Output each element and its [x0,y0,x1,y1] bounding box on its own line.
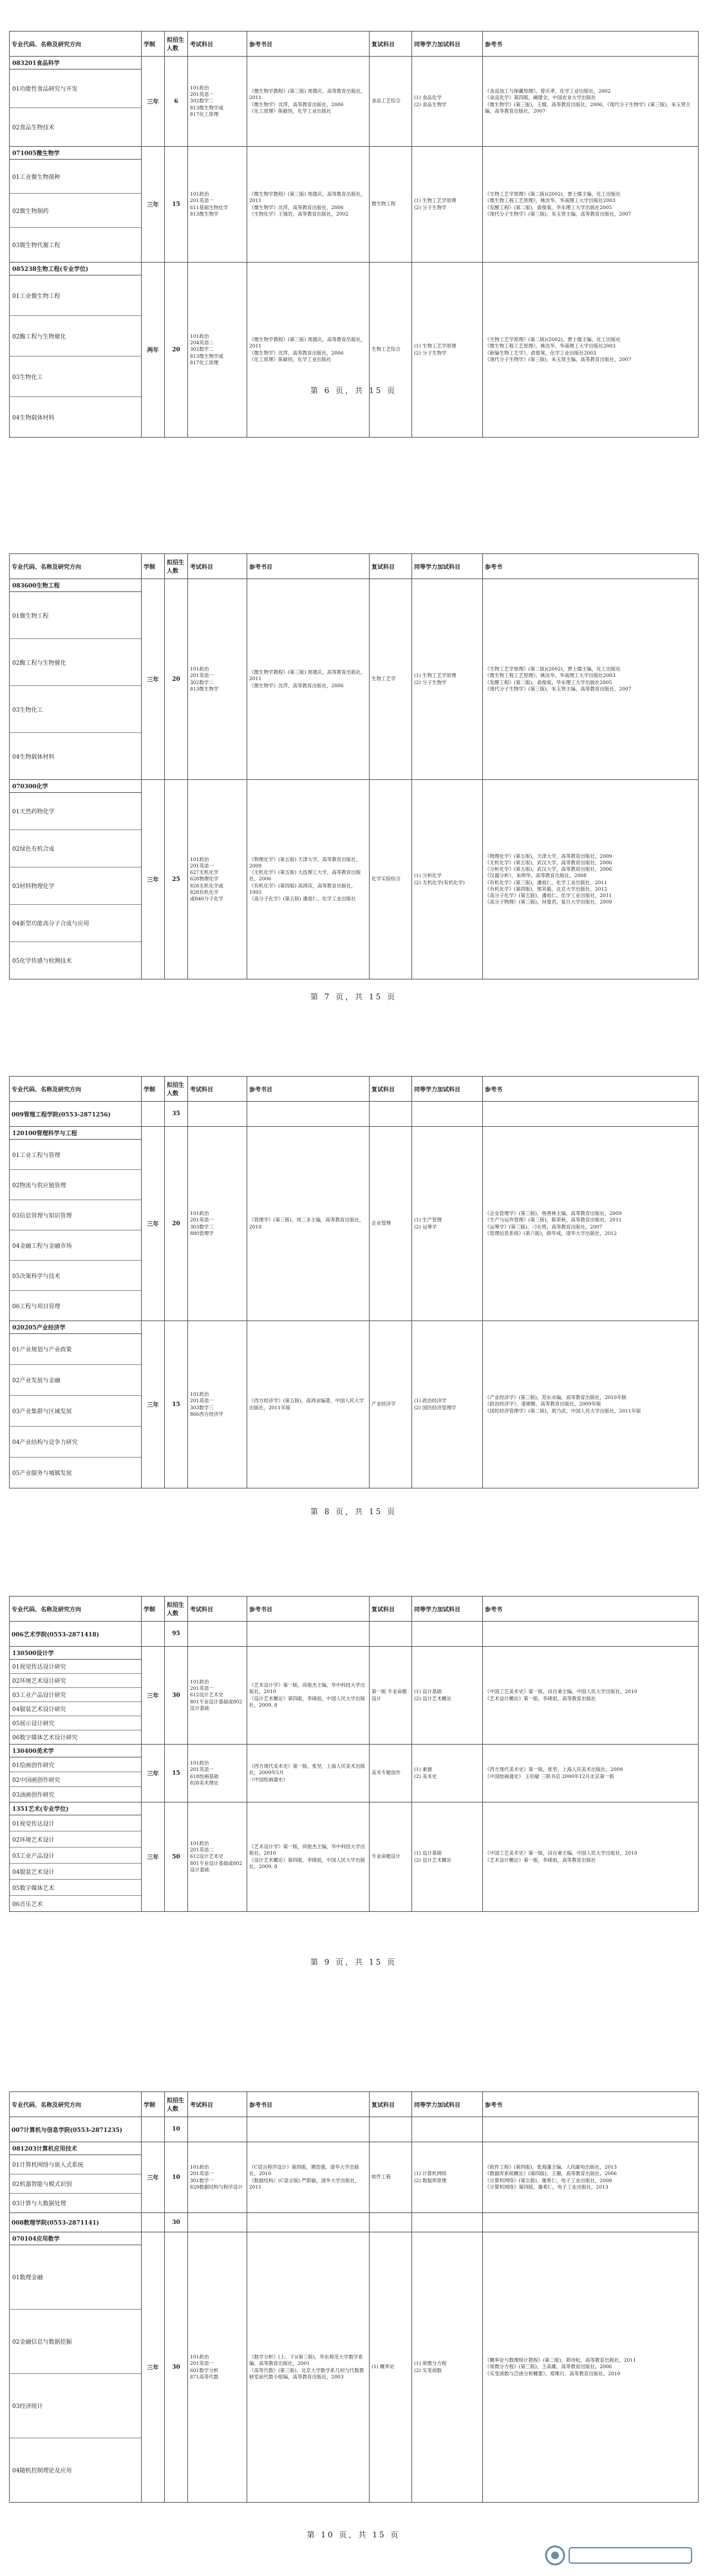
retest-subject: 微生物工程 [370,147,412,263]
column-header: 复试科目 [370,32,412,57]
enrollment-quota: 15 [165,1321,188,1488]
enrollment-quota: 15 [165,1745,188,1802]
research-direction: 03工业产品设计研究 [10,1688,141,1702]
column-header: 考试科目 [188,554,247,579]
research-direction: 03材料物理化学 [10,867,141,905]
reference-books: 《西方现代美术史》第一版，张坚，上海人民美术出版社，2009年5月 《中国绘画通史》 [247,1745,370,1802]
table-header-row [10,554,699,579]
reference-list: 《物理化学》(第五版)，天津大学，高等教育出版社，2009 《无机化学》(第五版)，武汉大学，高等教育出版社，2006 《分析化学》(第五版)，武汉大学，高等教育出版社，2006 《仪器分析》，朱明华，高等教育出版社，2008 《有机化学》(第三版)，潘祖仁，化学工业出版社，2011 《有机化学》(第四版)，邢其毅，北京大学出版社，2012 《高分子化学》(第五版)，潘祖仁，化学工业出版社，2011 《高分子物理》(第三版)，何曼君，复旦大学出版社，2009 [483,780,699,979]
reference-list: 《产业经济学》(第三版)，苏东水编，高等教育出版社，2010年版 《政治经济学》，逄锦聚，高等教育出版社，2009年版 《国民经济管理学》(第二版)，胡乃武，中国人民大学出版社，2011年版 [483,1321,699,1488]
empty-cell [412,2213,483,2232]
major-cell [10,1321,142,1488]
research-direction: 06音乐艺术 [12,1901,43,1908]
enrollment-quota: 10 [165,2142,188,2213]
column-header: 复试科目 [370,1597,412,1622]
column-header: 参考书 [483,1077,699,1102]
exam-subjects: 101政治 201英语一 302数学二 813微生物学或 817化工原理 [188,57,247,147]
admissions-table [9,1596,699,1912]
research-direction: 03产业集群与区域发展 [10,1396,141,1427]
table-header-row [10,1597,699,1622]
reference-books: 《数学分析》(上、下)(第三版)，华东师范大学数学系编，高等教育出版社，2001 《高等代数》(第三版)，北京大学数学系几何与代数教研室前代数小组编，高等教育出版社，2003 [247,2232,370,2503]
reference-list: 《食品加工与保藏原理》，曾庆孝，化学工业出版社，2002 《食品化学》第四版，阚建全，中国农业大学出版社 《微生物学》(第三版)，王嫂，高等教育出版社，2006，《现代分子生物学》(第三版)，朱玉贤主编，高等教育出版社，2007 [483,57,699,147]
empty-cell [188,1622,247,1647]
reference-books: 《微生物学教程》(第三版) 周德庆，高等教育出版社，2011 《微生物学》沈萍，高等教育出版社，2006 《生物化学》王镜岩，高等教育出版社，2002 [247,147,370,263]
research-direction: 04新型功能高分子合成与应用 [10,905,141,942]
equivalent-extra-subjects: (1) 生物工艺学原理 (2) 分子生物学 [412,147,483,263]
column-header: 参考书 [483,32,699,57]
empty-cell [412,1622,483,1647]
page-footer: 第 9 页，共 15 页 [310,1958,397,1967]
column-header: 学制 [142,1077,165,1102]
retest-subject: 第一版 专业命题设计 [370,1647,412,1745]
empty-cell [247,1102,370,1127]
major-cell [10,2142,142,2213]
reference-books: 《管理学》(第三版)，周三多主编，高等教育出版社，2010 [247,1127,370,1321]
major-name: 070104应用数学 [10,2232,141,2245]
table-header-row [10,2092,699,2117]
table-row [10,1745,699,1802]
research-direction: 04生物载体材料 [12,754,55,761]
major-cell [10,780,142,979]
research-direction: 03生物化工 [10,686,141,733]
reference-list: 《中国工艺美术史》第一版，田自秉主编，中国人民大学出版社，2010 《艺术设计概论》第一版，李砚祖，高等教育出版社 [483,1802,699,1912]
column-header: 拟招生 人数 [165,1077,188,1102]
research-direction: 01产业规划与产业政策 [10,1334,141,1365]
major-cell [10,2232,142,2503]
major-cell [10,263,142,438]
watermark-logo [541,2541,702,2570]
major-cell [10,1127,142,1321]
study-years: 三年 [142,579,165,780]
column-header: 拟招生 人数 [165,554,188,579]
research-direction: 04产业结构与竞争力研究 [10,1427,141,1458]
empty-cell [483,1102,699,1127]
major-name: 070300化学 [10,780,141,793]
empty-cell [188,2213,247,2232]
research-direction: 01视觉传达设计 [10,1815,141,1831]
research-direction: 03微生物代谢工程 [12,242,61,249]
column-header: 参考书目 [247,2092,370,2117]
enrollment-quota: 25 [165,780,188,979]
major-name: 083600生物工程 [10,579,141,592]
empty-cell [370,2117,412,2142]
enrollment-quota: 20 [165,579,188,780]
column-header: 参考书目 [247,554,370,579]
table-row [10,2213,699,2232]
research-direction: 04生物载体材料 [12,414,55,422]
exam-subjects: 101政治 201英语一 301数学一 829数据结构与程序设计 [188,2142,247,2213]
exam-subjects: 101政治 201英语一 303数学三 880管理学 [188,1127,247,1321]
research-direction: 04金融工程与金融市场 [10,1230,141,1261]
reference-list: 《生物工艺学原理》(第二版)(2002)，贾士儒主编，化工出版社 《微生物工程工艺原理》，姚汝华，华南理工大学出版社2003 《发酵工程》(第二版)，俞俊棠，华东理工大学出版社2005 《现代分子生物学》(第三版)，朱玉贤主编，高等教育出版社，2007 [483,579,699,780]
column-header: 同等学力加试科目 [412,2092,483,2117]
equivalent-extra-subjects: (1) 常微分方程 (2) 实变函数 [412,2232,483,2503]
major-name: 120100管理科学与工程 [10,1127,141,1140]
table-header-row [10,1077,699,1102]
admissions-table [9,553,699,979]
empty-cell [370,1622,412,1647]
enrollment-quota: 50 [165,1802,188,1912]
column-header: 学制 [142,2092,165,2117]
exam-subjects: 101政治 201英语一 627无机化学 628物理化学 828无机化学或 828有机化学 或840分子化学 [188,780,247,979]
research-direction: 01功能性食品研究与开发 [10,69,141,108]
reference-books: 《艺术设计学》第一版，尚俊杰主编，华中科技大学出版社，2010 《设计艺术概论》第四版，李砚祖，中国人民大学出版社，2009. 8 [247,1802,370,1912]
empty-cell [483,1622,699,1647]
column-header: 拟招生 人数 [165,2092,188,2117]
column-header: 拟招生 人数 [165,1597,188,1622]
empty-cell [483,2117,699,2142]
column-header: 参考书 [483,2092,699,2117]
column-header: 复试科目 [370,1077,412,1102]
page-footer: 第 8 页，共 15 页 [310,1507,397,1516]
column-header: 考试科目 [188,32,247,57]
exam-subjects: 101政治 204英语二 302数学二 813微生物学或 817化工原理 [188,263,247,438]
empty-cell [247,1622,370,1647]
research-direction: 05化学传感与检测技术 [12,958,72,965]
research-direction: 06工程与项目管理 [12,1303,61,1310]
reference-books: 《微生物学教程》(第三版) 周德庆，高等教育出版社，2011 《微生物学》沈萍，高等教育出版社，2006 《化工原理》陈敏恒，化学工业出版社 [247,263,370,438]
research-direction: 01微生物工程 [10,592,141,639]
column-header: 专业代码、名称及研究方向 [10,554,142,579]
school-quota: 10 [165,2117,188,2142]
school-row [10,1102,699,1127]
enrollment-quota: 15 [165,147,188,263]
study-years: 三年 [142,2232,165,2503]
research-direction: 02金融信息与数据挖掘 [10,2310,141,2374]
table-row [10,263,699,438]
column-header: 学制 [142,1597,165,1622]
enrollment-quota: 20 [165,263,188,438]
major-name: 130500设计学 [10,1647,141,1660]
major-name: 081203计算机应用技术 [10,2142,141,2155]
major-cell [10,1745,142,1802]
research-direction: 01绘画创作研究 [10,1757,141,1772]
exam-subjects: 101政治 201英语二 612设计艺术史 801专业设计基础或802设计基础 [188,1802,247,1912]
column-header: 同等学力加试科目 [412,554,483,579]
retest-subject: 专业命题设计 [370,1802,412,1912]
empty-cell [142,2213,165,2232]
major-name: 020205产业经济学 [10,1321,141,1334]
school-name: 006艺术学院(0553-2871418) [10,1622,142,1647]
study-years: 三年 [142,57,165,147]
major-name: 130400美术学 [10,1745,141,1757]
major-name: 1351艺术(专业学位) [10,1802,141,1815]
research-direction: 03油画创作研究 [12,1792,55,1799]
study-years: 三年 [142,1745,165,1802]
table-row [10,2142,699,2213]
table-row [10,1647,699,1745]
research-direction: 04随机控制理论及应用 [12,2468,72,2474]
reference-list: 《生物工艺学原理》(第二版)(2002)，贾士儒主编，化工出版社 《微生物工程工艺原理》，姚汝华，华南理工大学出版社2003 《发酵工程》(第二版)，俞俊棠，华东理工大学出版社2005 《现代分子生物学》(第三版)，朱玉贤主编，高等教育出版社，2007 [483,147,699,263]
exam-subjects: 101政治 201英语一 612设计艺术史 801专业设计基础或802设计基础 [188,1647,247,1745]
column-header: 考试科目 [188,1597,247,1622]
column-header: 参考书目 [247,32,370,57]
school-name: 009管理工程学院(0553-2871256) [10,1102,142,1127]
research-direction: 03信息管理与知识管理 [10,1200,141,1230]
page-footer: 第 6 页，共 15 页 [310,386,397,395]
equivalent-extra-subjects: (1) 设计基础 (2) 设计艺术概论 [412,1647,483,1745]
research-direction: 01计算机网络与嵌入式系统 [10,2155,141,2174]
empty-cell [142,2117,165,2142]
page-footer: 第 7 页，共 15 页 [310,992,397,1001]
reference-books: 《C语言程序设计》第四版，谭浩强，清华大学出版社，2010 《数据结构》(C语言版) 严蔚敏，清华大学出版社，2011 [247,2142,370,2213]
research-direction: 03计算与大数据处理 [12,2201,66,2207]
enrollment-quota: 6 [165,57,188,147]
study-years: 三年 [142,147,165,263]
research-direction: 01数理金融 [10,2245,141,2310]
research-direction: 03生物化工 [10,357,141,397]
enrollment-quota: 30 [165,2232,188,2503]
study-years: 三年 [142,1321,165,1488]
equivalent-extra-subjects: (1) 计算机网络 (2) 数据库原理 [412,2142,483,2213]
column-header: 参考书 [483,1597,699,1622]
study-years: 三年 [142,780,165,979]
table-row [10,1321,699,1488]
table-row [10,780,699,979]
research-direction: 01工业工程与管理 [10,1140,141,1170]
empty-cell [142,1622,165,1647]
column-header: 复试科目 [370,2092,412,2117]
study-years: 三年 [142,1127,165,1321]
major-name: 083201食品科学 [10,57,141,69]
column-header: 参考书 [483,554,699,579]
research-direction: 04服装艺术设计 [10,1864,141,1880]
research-direction: 01视觉传达设计研究 [10,1660,141,1674]
empty-cell [247,2213,370,2232]
study-years: 三年 [142,1647,165,1745]
equivalent-extra-subjects: (1) 食品化学 (2) 食品生物学 [412,57,483,147]
exam-subjects: 101政治 201英语一 601数学分析 871高等代数 [188,2232,247,2503]
empty-cell [370,1102,412,1127]
exam-subjects: 101政治 201英语一 618绘画基础 828美术理论 [188,1745,247,1802]
study-years: 两年 [142,263,165,438]
research-direction: 03工业产品设计 [10,1848,141,1864]
retest-subject: 美术专题创作 [370,1745,412,1802]
research-direction: 02食品生物技术 [12,125,55,131]
table-row [10,1127,699,1321]
research-direction: 02环境艺术设计 [10,1831,141,1848]
reference-list: 《中国工艺美术史》第一版，田自秉主编，中国人民大学出版社，2010 《艺术设计概论》第一版，李砚祖，高等教育出版社 [483,1647,699,1745]
exam-subjects: 101政治 201英语一 303数学三 866西方经济学 [188,1321,247,1488]
reference-books: 《微生物学教程》(第三版) 周德庆，高等教育出版社，2011 《微生物学》沈萍，高等教育出版社，2006 [247,579,370,780]
research-direction: 05产业服务与城镇发展 [12,1470,72,1477]
equivalent-extra-subjects: (1) 分析化学 (2) 无机化学(有机化学) [412,780,483,979]
retest-subject: 企业管理 [370,1127,412,1321]
major-cell [10,57,142,147]
empty-cell [412,1102,483,1127]
reference-books: 《西方经济学》(第五版)，高鸿业编著，中国人民大学出版社，2011年版 [247,1321,370,1488]
table-row [10,2232,699,2503]
empty-cell [370,2213,412,2232]
column-header: 专业代码、名称及研究方向 [10,1077,142,1102]
research-direction: 06数字媒体艺术设计研究 [12,1735,78,1741]
table-header-row [10,32,699,57]
retest-subject: 食品工艺综合 [370,57,412,147]
major-cell [10,1802,142,1912]
enrollment-quota: 20 [165,1127,188,1321]
research-direction: 05数字媒体艺术 [10,1880,141,1896]
major-cell [10,147,142,263]
reference-list: 《西方现代美术史》第一版，张坚，上海人民美术出版社，2009 《中国绘画通史》 王伯敏 三联书店 2000年12月北京第一版 [483,1745,699,1802]
column-header: 同等学力加试科目 [412,1597,483,1622]
table-row [10,147,699,263]
research-direction: 02产业发展与金融 [10,1365,141,1396]
column-header: 专业代码、名称及研究方向 [10,32,142,57]
research-direction: 02机器智能与模式识别 [10,2174,141,2194]
major-cell [10,1647,142,1745]
retest-subject: 生物工艺学 [370,579,412,780]
school-quota: 35 [165,1102,188,1127]
research-direction: 02环境艺术设计研究 [10,1674,141,1688]
column-header: 学制 [142,554,165,579]
school-quota: 95 [165,1622,188,1647]
column-header: 复试科目 [370,554,412,579]
empty-cell [247,2117,370,2142]
empty-cell [142,1102,165,1127]
column-header: 学制 [142,32,165,57]
research-direction: 04服装艺术设计研究 [10,1702,141,1716]
column-header: 专业代码、名称及研究方向 [10,1597,142,1622]
school-quota: 30 [165,2213,188,2232]
column-header: 考试科目 [188,2092,247,2117]
reference-list: 《概率论与数理统计教程》(第二版)，茆诗松，高等教育出版社，2011 《常微分方程》(第三版)，王高雄，高等教育出版社，2006 《实变函数与泛函分析概要》，郑维行，高等教育出版社，2010 [483,2232,699,2503]
column-header: 参考书目 [247,1077,370,1102]
empty-cell [412,2117,483,2142]
table-row [10,1802,699,1912]
empty-cell [483,2213,699,2232]
research-direction: 02酶工程与生物催化 [10,316,141,357]
study-years: 三年 [142,2142,165,2213]
reference-books: 《物理化学》(第五版) 天津大学，高等教育出版社，2009 《无机化学》(第五版) 大连理工大学，高等教育出版社，2006 《有机化学》(第四版) 高鸿宾，高等教育出版社，1993 《高分子化学》(第五版) 潘祖仁，化学工业出版社 [247,780,370,979]
reference-list: 《企业管理学》(第三版)，杨善林主编，高等教育出版社，2009 《生产与运作管理》(第三版)，陈荣秋，高等教育出版社，2011 《运筹学》(第三版)，刁在筠，高等教育出版社，2007 《管理信息系统》(第六版)，薛华成，清华大学出版社，2012 [483,1127,699,1321]
research-direction: 02酶工程与生物催化 [10,639,141,686]
major-name: 071005微生物学 [10,147,141,160]
equivalent-extra-subjects: (1) 政治经济学 (2) 国民经济管理学 [412,1321,483,1488]
column-header: 同等学力加试科目 [412,1077,483,1102]
equivalent-extra-subjects: (1) 素描 (2) 美术史 [412,1745,483,1802]
exam-subjects: 101政治 201英语一 302数学二 813微生物学 [188,579,247,780]
column-header: 同等学力加试科目 [412,32,483,57]
reference-books: 《艺术设计学》第一版，尚俊杰主编，华中科技大学出版社，2010 《设计艺术概论》第四版，李砚祖，中国人民大学出版社，2009. 8 [247,1647,370,1745]
column-header: 考试科目 [188,1077,247,1102]
enrollment-quota: 30 [165,1647,188,1745]
equivalent-extra-subjects: (1) 生物工艺学原理 (2) 分子生物学 [412,579,483,780]
retest-subject: 产业经济学 [370,1321,412,1488]
column-header: 专业代码、名称及研究方向 [10,2092,142,2117]
retest-subject: 软件工程 [370,2142,412,2213]
admissions-table [9,31,699,438]
retest-subject: 生物工艺综合 [370,263,412,438]
reference-list: 《软件工程》(第四版)，张海藩主编，人民邮电出版社，2013 《数据库系统概论》(第四版)，王珊，高等教育出版社，2006 《计算机网络》(第五版)，谢希仁，电子工业出版社，2008 《计算机网络》第四版，谢希仁，电子工业出版社，2013 [483,2142,699,2213]
research-direction: 02绿色有机合成 [10,830,141,867]
admissions-table [9,1076,699,1488]
major-name: 085238生物工程(专业学位) [10,263,141,275]
study-years: 三年 [142,1802,165,1912]
research-direction: 01工业微生物工程 [10,275,141,316]
equivalent-extra-subjects: (1) 生产管理 (2) 运筹学 [412,1127,483,1321]
admissions-table [9,2091,699,2503]
table-row [10,57,699,147]
exam-subjects: 101政治 201英语一 611基础生物化学 813微生物学 [188,147,247,263]
major-cell [10,579,142,780]
research-direction: 05决策科学与技术 [10,1261,141,1291]
research-direction: 02物流与供应链管理 [10,1170,141,1200]
retest-subject: 化学实验综合 [370,780,412,979]
school-name: 008数理学院(0553-2871141) [10,2213,142,2232]
empty-cell [188,1102,247,1127]
page-footer: 第 10 页，共 15 页 [306,2530,401,2539]
table-row [10,579,699,780]
column-header: 拟招生 人数 [165,32,188,57]
reference-books: 《微生物学教程》(第三版) 周德庆，高等教育出版社，2011 《微生物学》沈萍，高等教育出版社，2006 《化工原理》陈敏恒，化学工业出版社 [247,57,370,147]
research-direction: 02微生物制药 [10,194,141,228]
column-header: 参考书目 [247,1597,370,1622]
equivalent-extra-subjects: (1) 生物工艺学原理 (2) 分子生物学 [412,263,483,438]
school-row [10,1622,699,1647]
research-direction: 05展示设计研究 [10,1716,141,1730]
retest-subject: (1) 概率论 [370,2232,412,2503]
research-direction: 02中国画创作研究 [10,1772,141,1787]
reference-list: 《生物工艺学原理》(第二版)(2002)，贾士儒主编，化工出版社 《微生物工程工艺原理》，姚汝华，华南理工大学出版社2003 《新编生物工艺学》，俞俊棠，化学工业出版社2003 《现代分子生物学》(第三版)，朱玉贤主编，高等教育出版社，2007 [483,263,699,438]
research-direction: 03经济统计 [10,2374,141,2438]
empty-cell [188,2117,247,2142]
research-direction: 01天然药物化学 [10,793,141,830]
research-direction: 01工业微生物菌种 [10,160,141,194]
school-name: 007计算机与信息学院(0553-2871235) [10,2117,142,2142]
school-row [10,2117,699,2142]
equivalent-extra-subjects: (1) 设计基础 (2) 设计艺术概论 [412,1802,483,1912]
